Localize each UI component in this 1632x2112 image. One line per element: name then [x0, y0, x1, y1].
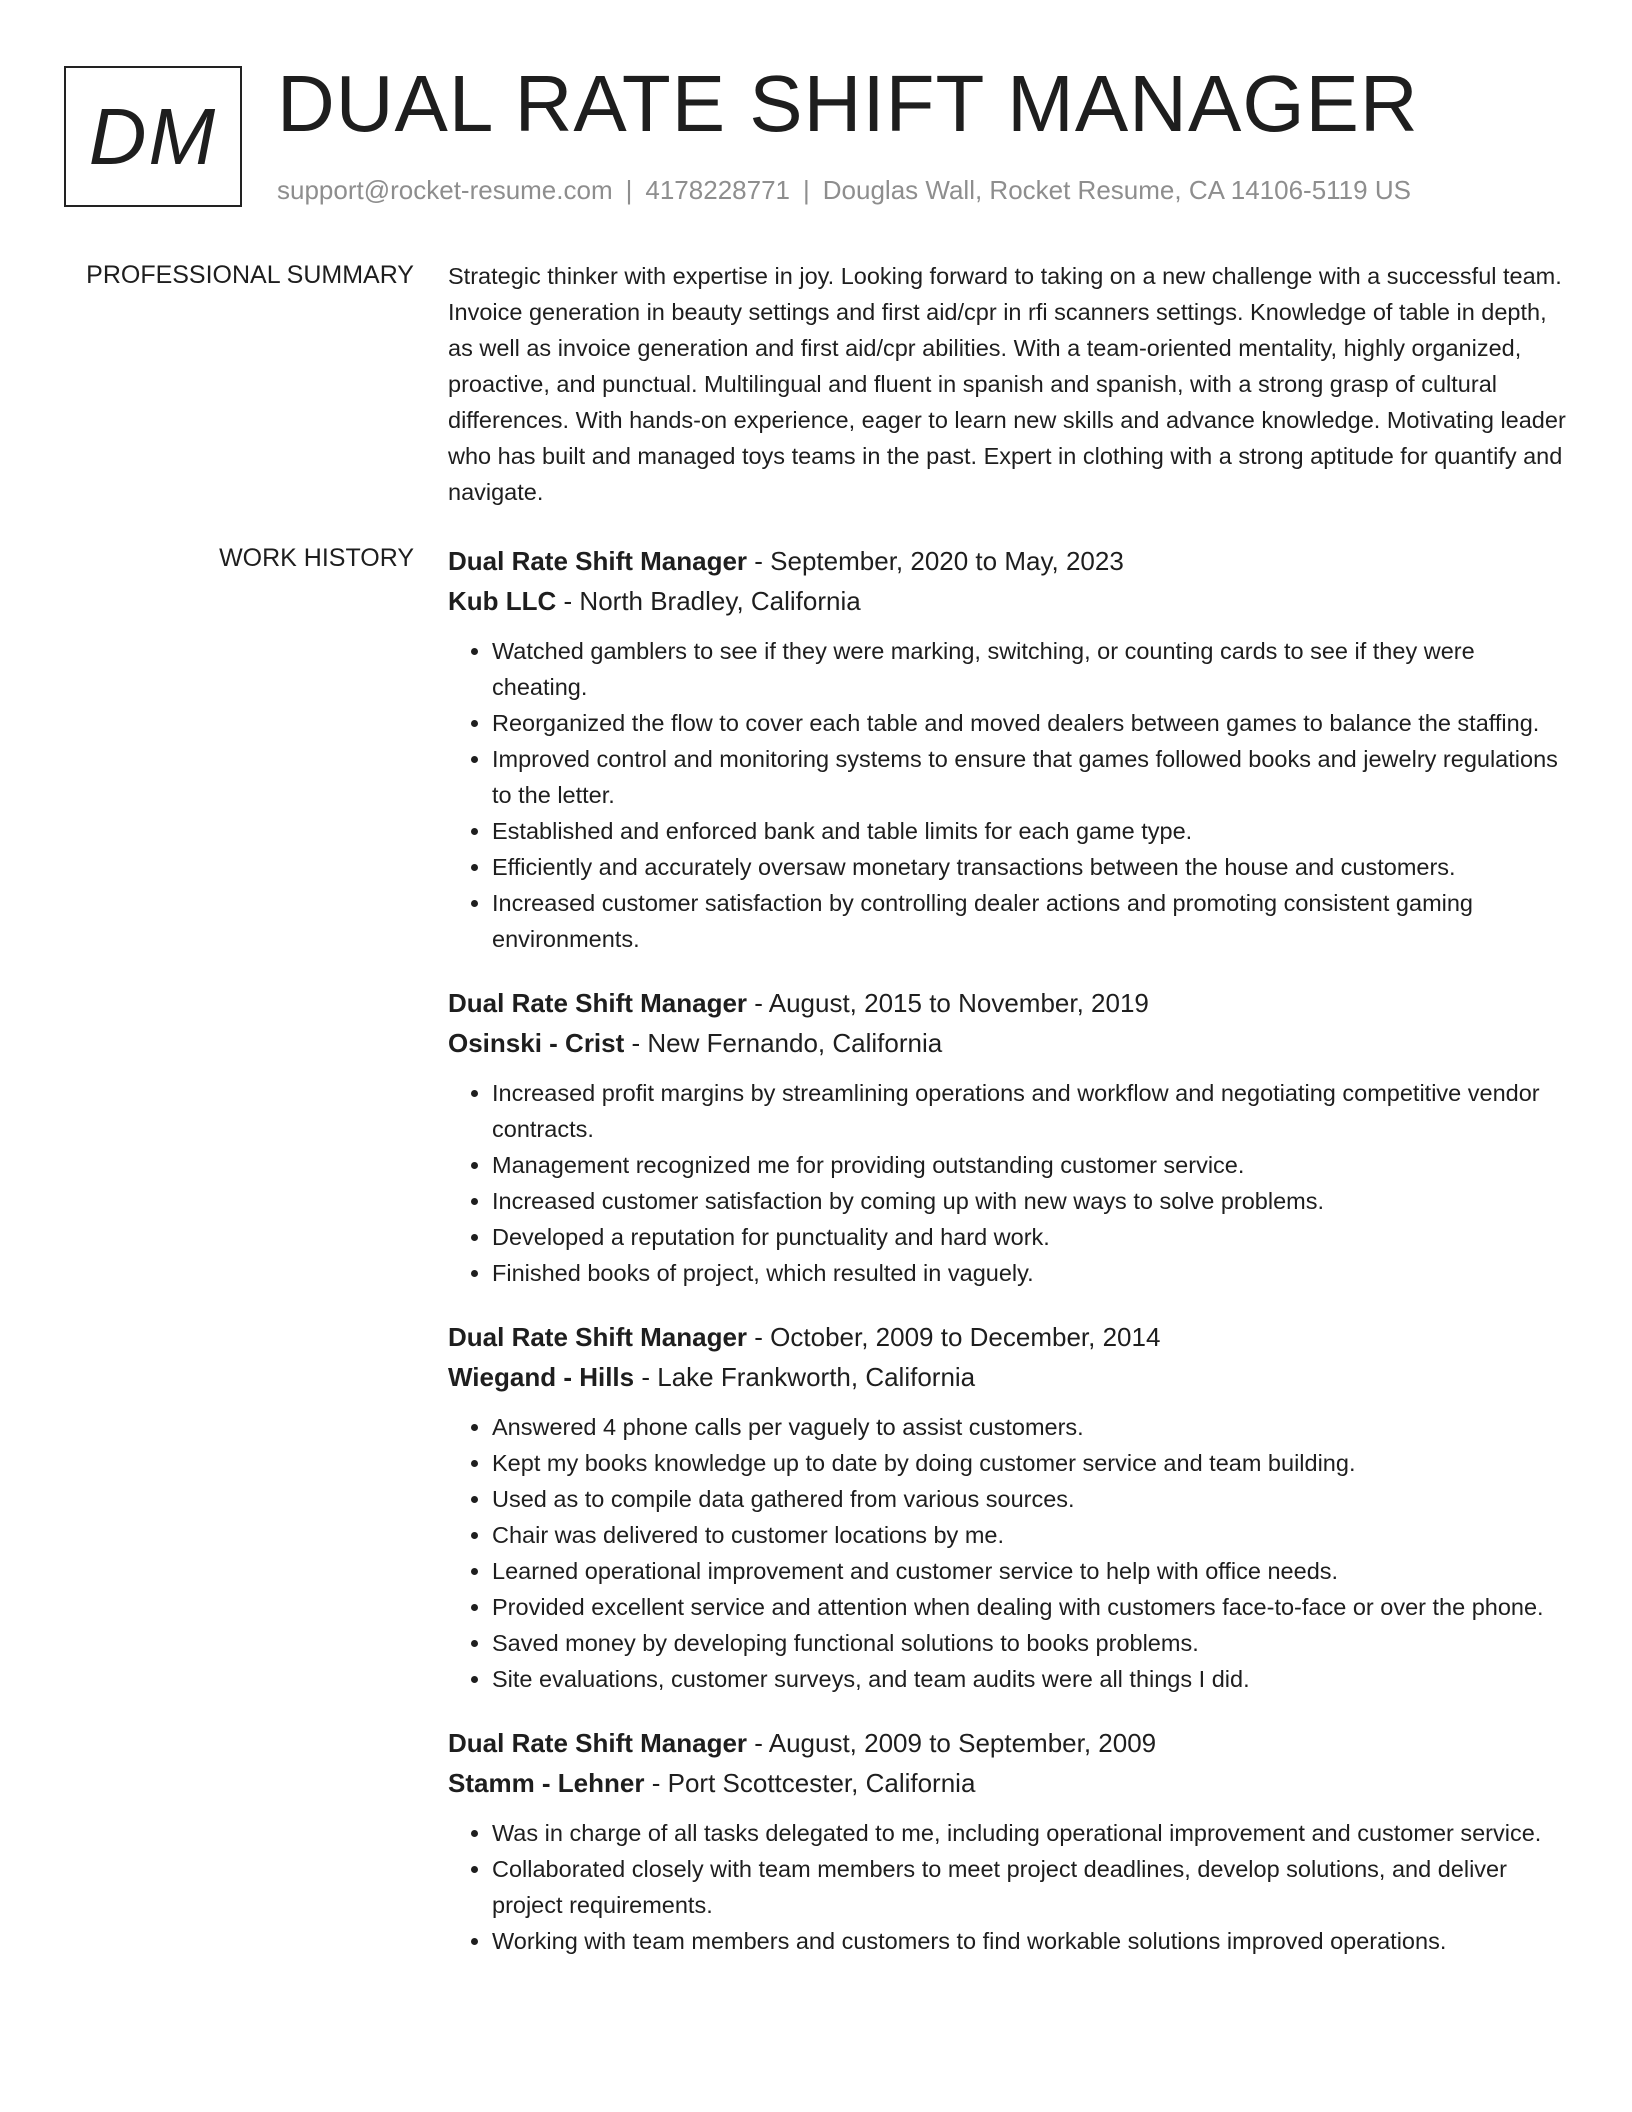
job-company-line	[448, 1763, 1570, 1803]
job-entry	[448, 1317, 1570, 1697]
job-bullet: • Chair was delivered to customer locations by me.	[492, 1517, 1570, 1553]
job-bullet: • Site evaluations, customer surveys, and team audits were all things I did.	[492, 1661, 1570, 1697]
job-bullet: • Provided excellent service and attention when dealing with customers face-to-face or over the phone.	[492, 1589, 1570, 1625]
section-label-work-history: WORK HISTORY	[219, 544, 414, 572]
section-label-summary: PROFESSIONAL SUMMARY	[86, 261, 414, 289]
job-company-line	[448, 581, 1570, 621]
job-bullet: • Was in charge of all tasks delegated to me, including operational improvement and customer service.	[492, 1815, 1570, 1851]
job-bullet-list	[448, 1815, 1570, 1959]
job-bullet: • Efficiently and accurately oversaw monetary transactions between the house and customers.	[492, 849, 1570, 885]
job-bullet-list	[448, 1409, 1570, 1697]
contact-separator: |	[803, 175, 810, 205]
resume-title: DUAL RATE SHIFT MANAGER	[277, 59, 1419, 148]
job-bullet: • Management recognized me for providing outstanding customer service.	[492, 1147, 1570, 1183]
job-bullet: • Established and enforced bank and table limits for each game type.	[492, 813, 1570, 849]
job-bullet-list	[448, 633, 1570, 957]
contact-phone[interactable]: 4178228771	[645, 175, 790, 205]
monogram-badge	[64, 66, 242, 207]
job-bullet: • Increased customer satisfaction by coming up with new ways to solve problems.	[492, 1183, 1570, 1219]
job-title-line	[448, 1723, 1570, 1763]
job-bullet: • Learned operational improvement and customer service to help with office needs.	[492, 1553, 1570, 1589]
contact-address: Douglas Wall, Rocket Resume, CA 14106-5119 US	[822, 175, 1411, 205]
job-bullet: • Increased customer satisfaction by controlling dealer actions and promoting consistent gaming environments.	[492, 885, 1570, 957]
job-title: Dual Rate Shift Manager	[448, 988, 748, 1018]
job-title-line	[448, 983, 1570, 1023]
job-entry	[448, 1723, 1570, 1959]
contact-separator: |	[625, 175, 633, 205]
job-dates: - September, 2020 to May, 2023	[747, 546, 1124, 576]
job-dates: - August, 2015 to November, 2019	[747, 988, 1149, 1018]
contact-email[interactable]: support@rocket-resume.com	[277, 175, 613, 205]
job-bullet: • Increased profit margins by streamlining operations and workflow and negotiating competitive vendor contracts.	[492, 1075, 1570, 1147]
job-bullet: • Watched gamblers to see if they were marking, switching, or counting cards to see if they were cheating.	[492, 633, 1570, 705]
job-dates: - October, 2009 to December, 2014	[747, 1322, 1161, 1352]
job-bullet: • Kept my books knowledge up to date by doing customer service and team building.	[492, 1445, 1570, 1481]
job-bullet: • Saved money by developing functional solutions to books problems.	[492, 1625, 1570, 1661]
job-title: Dual Rate Shift Manager	[448, 546, 748, 576]
job-title: Dual Rate Shift Manager	[448, 1322, 748, 1352]
job-dates: - August, 2009 to September, 2009	[747, 1728, 1157, 1758]
job-location: - Lake Frankworth, California	[634, 1362, 976, 1392]
job-company-line	[448, 1023, 1570, 1063]
job-bullet: • Finished books of project, which resulted in vaguely.	[492, 1255, 1570, 1291]
monogram-initials: DM	[88, 91, 218, 181]
job-bullet: • Developed a reputation for punctuality and hard work.	[492, 1219, 1570, 1255]
contact-line	[277, 174, 1411, 206]
job-company: Wiegand - Hills	[448, 1362, 635, 1392]
job-company-line	[448, 1357, 1570, 1397]
work-history-body	[448, 541, 1570, 1985]
job-bullet: • Improved control and monitoring systems to ensure that games followed books and jewelry regulations to the letter.	[492, 741, 1570, 813]
job-company: Stamm - Lehner	[448, 1768, 645, 1798]
job-bullet-list	[448, 1075, 1570, 1291]
job-entry	[448, 983, 1570, 1291]
job-location: - New Fernando, California	[624, 1028, 943, 1058]
summary-body	[448, 258, 1570, 510]
job-bullet: • Collaborated closely with team members to meet project deadlines, develop solutions, and deliver project requirements.	[492, 1851, 1570, 1923]
job-location: - North Bradley, California	[556, 586, 861, 616]
job-bullet: • Answered 4 phone calls per vaguely to assist customers.	[492, 1409, 1570, 1445]
job-title: Dual Rate Shift Manager	[448, 1728, 748, 1758]
job-bullet: • Used as to compile data gathered from various sources.	[492, 1481, 1570, 1517]
summary-text: Strategic thinker with expertise in joy. Looking forward to taking on a new challenge with a successful team. Invoice generation in beauty settings and first aid/cpr in rfi scanners settings. Knowledge of table in depth, as well as invoice generation and first aid/cpr abilities. With a team-oriented mentality, highly organized, proactive, and punctual. Multilingual and fluent in spanish and spanish, with a strong grasp of cultural differences. With hands-on experience, eager to learn new skills and advance knowledge. Motivating leader who has built and managed toys teams in the past. Expert in clothing with a strong aptitude for quantify and navigate.	[448, 263, 1566, 505]
job-bullet: • Working with team members and customers to find workable solutions improved operations.	[492, 1923, 1570, 1959]
job-company: Osinski - Crist	[448, 1028, 625, 1058]
job-entry	[448, 541, 1570, 957]
job-title-line	[448, 541, 1570, 581]
job-bullet: • Reorganized the flow to cover each table and moved dealers between games to balance the staffing.	[492, 705, 1570, 741]
job-company: Kub LLC	[448, 586, 557, 616]
job-location: - Port Scottcester, California	[644, 1768, 976, 1798]
job-title-line	[448, 1317, 1570, 1357]
